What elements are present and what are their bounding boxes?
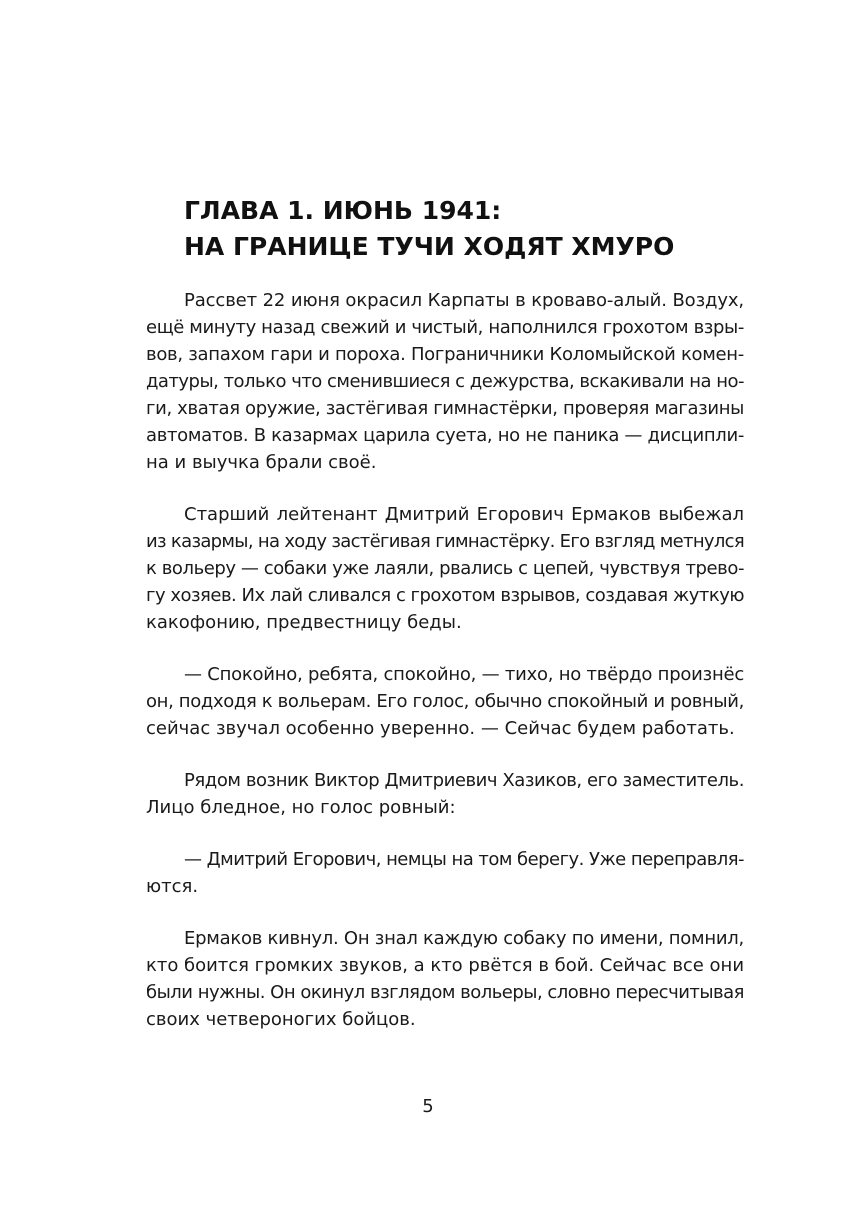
paragraph-line: датуры, только что сменившиеся с дежурства, вскакивали на но- — [146, 371, 744, 392]
paragraph-line: — Дмитрий Егорович, немцы на том берегу. Уже переправля- — [184, 849, 744, 870]
paragraph-line: гу хозяев. Их лай сливался с грохотом взрывов, создавая жуткую — [146, 585, 744, 606]
paragraph — [146, 925, 744, 1033]
paragraph — [146, 661, 744, 742]
paragraph-line: на и выучка брали своё. — [146, 452, 377, 473]
paragraph-line: Рядом возник Виктор Дмитриевич Хазиков, его заместитель. — [184, 770, 744, 791]
paragraph — [146, 767, 744, 821]
paragraph-line: автоматов. В казармах царила суета, но не паника — дисципли- — [146, 425, 744, 446]
paragraph — [146, 501, 744, 636]
page-number: 5 — [422, 1096, 434, 1117]
paragraph-line: своих четвероногих бойцов. — [146, 1009, 416, 1030]
paragraph-line: какофонию, предвестницу беды. — [146, 612, 462, 633]
chapter-body — [146, 287, 744, 1058]
paragraph-line: — Спокойно, ребята, спокойно, — тихо, но твёрдо произнёс — [184, 664, 744, 685]
chapter-title-line-2: НА ГРАНИЦЕ ТУЧИ ХОДЯТ ХМУРО — [184, 232, 675, 261]
chapter-title — [184, 193, 764, 265]
paragraph-line: он, подходя к вольерам. Его голос, обычно спокойный и ровный, — [146, 691, 744, 712]
paragraph-line: из казармы, на ходу застёгивая гимнастёрку. Его взгляд метнулся — [146, 531, 745, 552]
paragraph-line: кто боится громких звуков, а кто рвётся в бой. Сейчас все они — [146, 955, 744, 976]
paragraph-line: вов, запахом гари и пороха. Пограничники Коломыйской комен- — [146, 344, 744, 365]
paragraph — [146, 287, 744, 476]
paragraph-line: ги, хватая оружие, застёгивая гимнастёрки, проверяя магазины — [146, 398, 744, 419]
paragraph-line: к вольеру — собаки уже лаяли, рвались с цепей, чувствуя трево- — [146, 558, 745, 579]
paragraph-line: Старший лейтенант Дмитрий Егорович Ермаков выбежал — [184, 504, 744, 525]
paragraph — [146, 846, 744, 900]
paragraph-line: Лицо бледное, но голос ровный: — [146, 797, 456, 818]
paragraph-line: сейчас звучал особенно уверенно. — Сейчас будем работать. — [146, 718, 735, 739]
paragraph-line: ются. — [146, 876, 199, 897]
paragraph-line: были нужны. Он окинул взглядом вольеры, словно пересчитывая — [146, 982, 744, 1003]
paragraph-line: Ермаков кивнул. Он знал каждую собаку по имени, помнил, — [184, 928, 744, 949]
paragraph-line: Рассвет 22 июня окрасил Карпаты в кроваво-алый. Воздух, — [184, 290, 745, 311]
chapter-title-line-1: ГЛАВА 1. ИЮНЬ 1941: — [184, 196, 502, 225]
paragraph-line: ещё минуту назад свежий и чистый, наполнился грохотом взры- — [146, 317, 744, 338]
